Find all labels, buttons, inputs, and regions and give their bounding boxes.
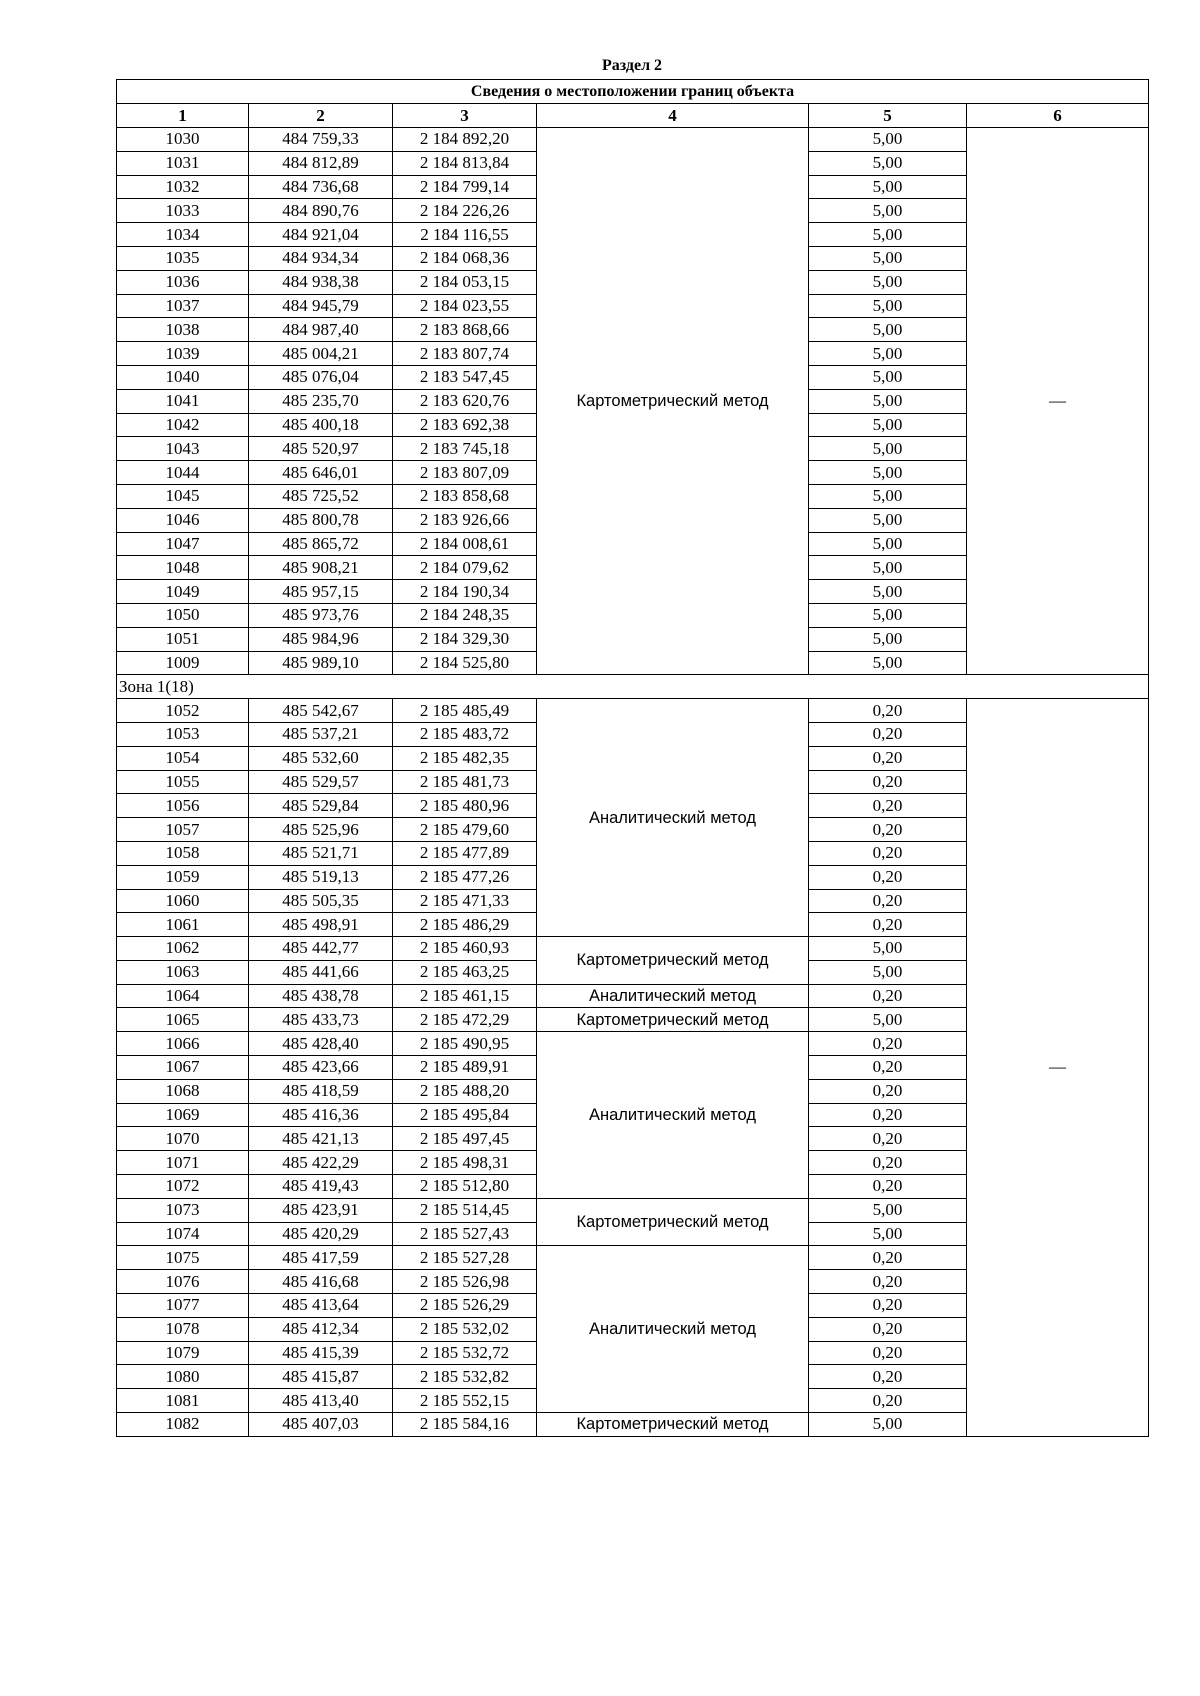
accuracy-value: 5,00 [809, 1413, 967, 1437]
accuracy-value: 5,00 [809, 651, 967, 675]
coordinate-x: 485 418,59 [249, 1079, 393, 1103]
accuracy-value: 5,00 [809, 461, 967, 485]
point-number: 1037 [117, 294, 249, 318]
accuracy-value: 0,20 [809, 913, 967, 937]
accuracy-value: 5,00 [809, 437, 967, 461]
method-cell: Аналитический метод [537, 984, 809, 1008]
point-number: 1056 [117, 794, 249, 818]
coordinate-y: 2 184 892,20 [393, 128, 537, 152]
point-number: 1043 [117, 437, 249, 461]
coordinate-y: 2 183 547,45 [393, 365, 537, 389]
table-caption: Сведения о местоположении границ объекта [117, 80, 1149, 104]
accuracy-value: 5,00 [809, 151, 967, 175]
coordinate-y: 2 185 477,89 [393, 841, 537, 865]
coordinate-x: 484 890,76 [249, 199, 393, 223]
coordinate-x: 485 521,71 [249, 841, 393, 865]
coordinate-x: 484 921,04 [249, 223, 393, 247]
coordinate-y: 2 185 532,72 [393, 1341, 537, 1365]
coordinate-y: 2 185 485,49 [393, 699, 537, 723]
point-number: 1066 [117, 1032, 249, 1056]
coordinate-x: 485 529,57 [249, 770, 393, 794]
coordinate-x: 485 416,36 [249, 1103, 393, 1127]
accuracy-value: 0,20 [809, 1365, 967, 1389]
point-number: 1068 [117, 1079, 249, 1103]
coordinate-x: 485 984,96 [249, 627, 393, 651]
coordinate-y: 2 185 526,98 [393, 1270, 537, 1294]
coordinate-y: 2 183 620,76 [393, 389, 537, 413]
point-number: 1045 [117, 484, 249, 508]
point-number: 1075 [117, 1246, 249, 1270]
accuracy-value: 5,00 [809, 1222, 967, 1246]
table-row [117, 128, 1149, 152]
accuracy-value: 5,00 [809, 413, 967, 437]
accuracy-value: 5,00 [809, 603, 967, 627]
point-number: 1054 [117, 746, 249, 770]
coordinate-y: 2 184 248,35 [393, 603, 537, 627]
coordinate-y: 2 184 799,14 [393, 175, 537, 199]
accuracy-value: 5,00 [809, 270, 967, 294]
coordinate-y: 2 185 486,29 [393, 913, 537, 937]
accuracy-value: 0,20 [809, 818, 967, 842]
point-number: 1065 [117, 1008, 249, 1032]
point-number: 1063 [117, 960, 249, 984]
point-number: 1059 [117, 865, 249, 889]
coordinate-y: 2 185 532,82 [393, 1365, 537, 1389]
coordinate-y: 2 185 527,43 [393, 1222, 537, 1246]
accuracy-value: 5,00 [809, 199, 967, 223]
method-cell: Картометрический метод [537, 1198, 809, 1246]
column-header: 3 [393, 104, 537, 128]
coordinate-x: 485 421,13 [249, 1127, 393, 1151]
point-number: 1038 [117, 318, 249, 342]
coordinate-x: 485 800,78 [249, 508, 393, 532]
point-number: 1064 [117, 984, 249, 1008]
accuracy-value: 5,00 [809, 627, 967, 651]
coordinate-y: 2 185 532,02 [393, 1317, 537, 1341]
accuracy-value: 5,00 [809, 389, 967, 413]
point-number: 1048 [117, 556, 249, 580]
coordinate-y: 2 183 745,18 [393, 437, 537, 461]
column-header: 4 [537, 104, 809, 128]
coordinate-y: 2 185 481,73 [393, 770, 537, 794]
point-number: 1061 [117, 913, 249, 937]
point-number: 1052 [117, 699, 249, 723]
accuracy-value: 5,00 [809, 532, 967, 556]
coordinate-x: 484 938,38 [249, 270, 393, 294]
point-number: 1080 [117, 1365, 249, 1389]
accuracy-value: 0,20 [809, 984, 967, 1008]
point-number: 1046 [117, 508, 249, 532]
coordinate-y: 2 183 858,68 [393, 484, 537, 508]
coordinate-x: 485 423,91 [249, 1198, 393, 1222]
coordinate-x: 485 438,78 [249, 984, 393, 1008]
coordinate-y: 2 185 552,15 [393, 1389, 537, 1413]
coordinate-x: 485 412,34 [249, 1317, 393, 1341]
accuracy-value: 5,00 [809, 318, 967, 342]
coordinate-y: 2 185 495,84 [393, 1103, 537, 1127]
point-number: 1031 [117, 151, 249, 175]
coordinate-y: 2 184 079,62 [393, 556, 537, 580]
coordinate-x: 485 419,43 [249, 1175, 393, 1199]
accuracy-value: 0,20 [809, 794, 967, 818]
accuracy-value: 5,00 [809, 484, 967, 508]
coordinate-y: 2 185 498,31 [393, 1151, 537, 1175]
coordinate-y: 2 184 329,30 [393, 627, 537, 651]
point-number: 1039 [117, 342, 249, 366]
table-caption-row [117, 80, 1149, 104]
coordinate-x: 485 400,18 [249, 413, 393, 437]
coordinate-y: 2 185 479,60 [393, 818, 537, 842]
coordinate-x: 485 537,21 [249, 722, 393, 746]
accuracy-value: 5,00 [809, 556, 967, 580]
coordinate-x: 485 519,13 [249, 865, 393, 889]
accuracy-value: 0,20 [809, 889, 967, 913]
coordinate-y: 2 185 482,35 [393, 746, 537, 770]
point-number: 1009 [117, 651, 249, 675]
description-dash: — [967, 128, 1149, 675]
coordinate-x: 484 934,34 [249, 246, 393, 270]
accuracy-value: 5,00 [809, 128, 967, 152]
zone-row [117, 675, 1149, 699]
coordinate-x: 485 957,15 [249, 580, 393, 604]
method-cell: Аналитический метод [537, 1032, 809, 1199]
coordinate-y: 2 184 190,34 [393, 580, 537, 604]
coordinate-y: 2 183 807,74 [393, 342, 537, 366]
coordinate-x: 485 415,87 [249, 1365, 393, 1389]
coordinate-y: 2 185 472,29 [393, 1008, 537, 1032]
point-number: 1040 [117, 365, 249, 389]
coordinate-x: 485 973,76 [249, 603, 393, 627]
coordinate-x: 485 908,21 [249, 556, 393, 580]
coordinate-x: 485 420,29 [249, 1222, 393, 1246]
point-number: 1079 [117, 1341, 249, 1365]
coordinate-x: 485 529,84 [249, 794, 393, 818]
coordinate-y: 2 185 477,26 [393, 865, 537, 889]
point-number: 1057 [117, 818, 249, 842]
accuracy-value: 0,20 [809, 746, 967, 770]
point-number: 1047 [117, 532, 249, 556]
point-number: 1060 [117, 889, 249, 913]
coordinate-x: 485 413,40 [249, 1389, 393, 1413]
point-number: 1058 [117, 841, 249, 865]
column-header: 6 [967, 104, 1149, 128]
coordinate-y: 2 185 527,28 [393, 1246, 537, 1270]
point-number: 1069 [117, 1103, 249, 1127]
method-cell: Аналитический метод [537, 699, 809, 937]
coordinate-y: 2 185 512,80 [393, 1175, 537, 1199]
point-number: 1053 [117, 722, 249, 746]
accuracy-value: 5,00 [809, 175, 967, 199]
coordinate-y: 2 184 116,55 [393, 223, 537, 247]
accuracy-value: 0,20 [809, 722, 967, 746]
accuracy-value: 0,20 [809, 1127, 967, 1151]
accuracy-value: 5,00 [809, 365, 967, 389]
point-number: 1050 [117, 603, 249, 627]
accuracy-value: 5,00 [809, 937, 967, 961]
coordinate-x: 485 532,60 [249, 746, 393, 770]
point-number: 1034 [117, 223, 249, 247]
coordinate-y: 2 185 471,33 [393, 889, 537, 913]
accuracy-value: 0,20 [809, 699, 967, 723]
point-number: 1071 [117, 1151, 249, 1175]
accuracy-value: 5,00 [809, 223, 967, 247]
coordinate-y: 2 185 526,29 [393, 1294, 537, 1318]
accuracy-value: 0,20 [809, 1032, 967, 1056]
point-number: 1049 [117, 580, 249, 604]
coordinate-y: 2 183 926,66 [393, 508, 537, 532]
coordinate-x: 485 725,52 [249, 484, 393, 508]
accuracy-value: 5,00 [809, 508, 967, 532]
point-number: 1033 [117, 199, 249, 223]
method-cell: Аналитический метод [537, 1246, 809, 1413]
accuracy-value: 5,00 [809, 960, 967, 984]
coordinate-y: 2 184 008,61 [393, 532, 537, 556]
coordinate-x: 485 417,59 [249, 1246, 393, 1270]
point-number: 1062 [117, 937, 249, 961]
coordinate-x: 485 505,35 [249, 889, 393, 913]
coordinate-y: 2 185 463,25 [393, 960, 537, 984]
description-dash: — [967, 699, 1149, 1437]
accuracy-value: 0,20 [809, 1079, 967, 1103]
point-number: 1072 [117, 1175, 249, 1199]
coordinate-x: 484 759,33 [249, 128, 393, 152]
accuracy-value: 0,20 [809, 1103, 967, 1127]
coordinate-y: 2 183 692,38 [393, 413, 537, 437]
coordinate-x: 485 525,96 [249, 818, 393, 842]
point-number: 1077 [117, 1294, 249, 1318]
method-cell: Картометрический метод [537, 128, 809, 675]
accuracy-value: 0,20 [809, 1294, 967, 1318]
point-number: 1036 [117, 270, 249, 294]
coordinate-y: 2 185 489,91 [393, 1056, 537, 1080]
table-body [117, 128, 1149, 1437]
accuracy-value: 5,00 [809, 342, 967, 366]
column-header: 2 [249, 104, 393, 128]
point-number: 1032 [117, 175, 249, 199]
coordinate-y: 2 184 023,55 [393, 294, 537, 318]
coordinate-y: 2 183 807,09 [393, 461, 537, 485]
coordinate-x: 485 407,03 [249, 1413, 393, 1437]
coordinate-x: 485 646,01 [249, 461, 393, 485]
point-number: 1074 [117, 1222, 249, 1246]
point-number: 1030 [117, 128, 249, 152]
zone-label: Зона 1(18) [117, 675, 1149, 699]
coordinate-y: 2 184 525,80 [393, 651, 537, 675]
coordinate-x: 485 542,67 [249, 699, 393, 723]
method-cell: Картометрический метод [537, 1413, 809, 1437]
point-number: 1073 [117, 1198, 249, 1222]
coordinate-x: 484 945,79 [249, 294, 393, 318]
point-number: 1067 [117, 1056, 249, 1080]
point-number: 1081 [117, 1389, 249, 1413]
point-number: 1044 [117, 461, 249, 485]
column-header: 5 [809, 104, 967, 128]
coordinate-x: 485 076,04 [249, 365, 393, 389]
point-number: 1042 [117, 413, 249, 437]
accuracy-value: 0,20 [809, 1056, 967, 1080]
accuracy-value: 0,20 [809, 865, 967, 889]
coordinate-x: 485 416,68 [249, 1270, 393, 1294]
accuracy-value: 5,00 [809, 246, 967, 270]
coordinate-y: 2 185 584,16 [393, 1413, 537, 1437]
accuracy-value: 5,00 [809, 1008, 967, 1032]
accuracy-value: 0,20 [809, 841, 967, 865]
coordinate-x: 485 422,29 [249, 1151, 393, 1175]
coordinate-x: 485 989,10 [249, 651, 393, 675]
accuracy-value: 0,20 [809, 1341, 967, 1365]
accuracy-value: 5,00 [809, 1198, 967, 1222]
accuracy-value: 5,00 [809, 580, 967, 604]
coordinate-y: 2 185 488,20 [393, 1079, 537, 1103]
coordinate-y: 2 185 460,93 [393, 937, 537, 961]
accuracy-value: 0,20 [809, 1270, 967, 1294]
coordinate-x: 484 987,40 [249, 318, 393, 342]
coordinate-x: 485 520,97 [249, 437, 393, 461]
point-number: 1070 [117, 1127, 249, 1151]
accuracy-value: 0,20 [809, 1389, 967, 1413]
coordinate-x: 485 415,39 [249, 1341, 393, 1365]
table-row [117, 699, 1149, 723]
point-number: 1041 [117, 389, 249, 413]
coordinate-x: 484 812,89 [249, 151, 393, 175]
coordinate-x: 485 442,77 [249, 937, 393, 961]
coordinate-y: 2 185 480,96 [393, 794, 537, 818]
accuracy-value: 0,20 [809, 1246, 967, 1270]
method-cell: Картометрический метод [537, 937, 809, 985]
coordinate-y: 2 185 514,45 [393, 1198, 537, 1222]
accuracy-value: 0,20 [809, 770, 967, 794]
accuracy-value: 0,20 [809, 1175, 967, 1199]
coordinate-x: 485 865,72 [249, 532, 393, 556]
column-header: 1 [117, 104, 249, 128]
coordinate-x: 485 413,64 [249, 1294, 393, 1318]
boundary-table [116, 79, 1149, 1437]
point-number: 1051 [117, 627, 249, 651]
coordinate-x: 485 428,40 [249, 1032, 393, 1056]
coordinate-x: 485 498,91 [249, 913, 393, 937]
accuracy-value: 5,00 [809, 294, 967, 318]
coordinate-x: 485 423,66 [249, 1056, 393, 1080]
point-number: 1076 [117, 1270, 249, 1294]
column-header-row [117, 104, 1149, 128]
coordinate-y: 2 185 461,15 [393, 984, 537, 1008]
coordinate-y: 2 183 868,66 [393, 318, 537, 342]
coordinate-x: 485 004,21 [249, 342, 393, 366]
coordinate-y: 2 184 053,15 [393, 270, 537, 294]
point-number: 1078 [117, 1317, 249, 1341]
coordinate-y: 2 185 490,95 [393, 1032, 537, 1056]
coordinate-y: 2 185 483,72 [393, 722, 537, 746]
section-title: Раздел 2 [601, 57, 663, 74]
method-cell: Картометрический метод [537, 1008, 809, 1032]
point-number: 1055 [117, 770, 249, 794]
coordinate-y: 2 184 226,26 [393, 199, 537, 223]
coordinate-y: 2 184 068,36 [393, 246, 537, 270]
point-number: 1035 [117, 246, 249, 270]
coordinate-x: 485 441,66 [249, 960, 393, 984]
coordinate-y: 2 184 813,84 [393, 151, 537, 175]
accuracy-value: 0,20 [809, 1317, 967, 1341]
coordinate-x: 484 736,68 [249, 175, 393, 199]
coordinate-y: 2 185 497,45 [393, 1127, 537, 1151]
coordinate-x: 485 433,73 [249, 1008, 393, 1032]
point-number: 1082 [117, 1413, 249, 1437]
accuracy-value: 0,20 [809, 1151, 967, 1175]
coordinate-x: 485 235,70 [249, 389, 393, 413]
